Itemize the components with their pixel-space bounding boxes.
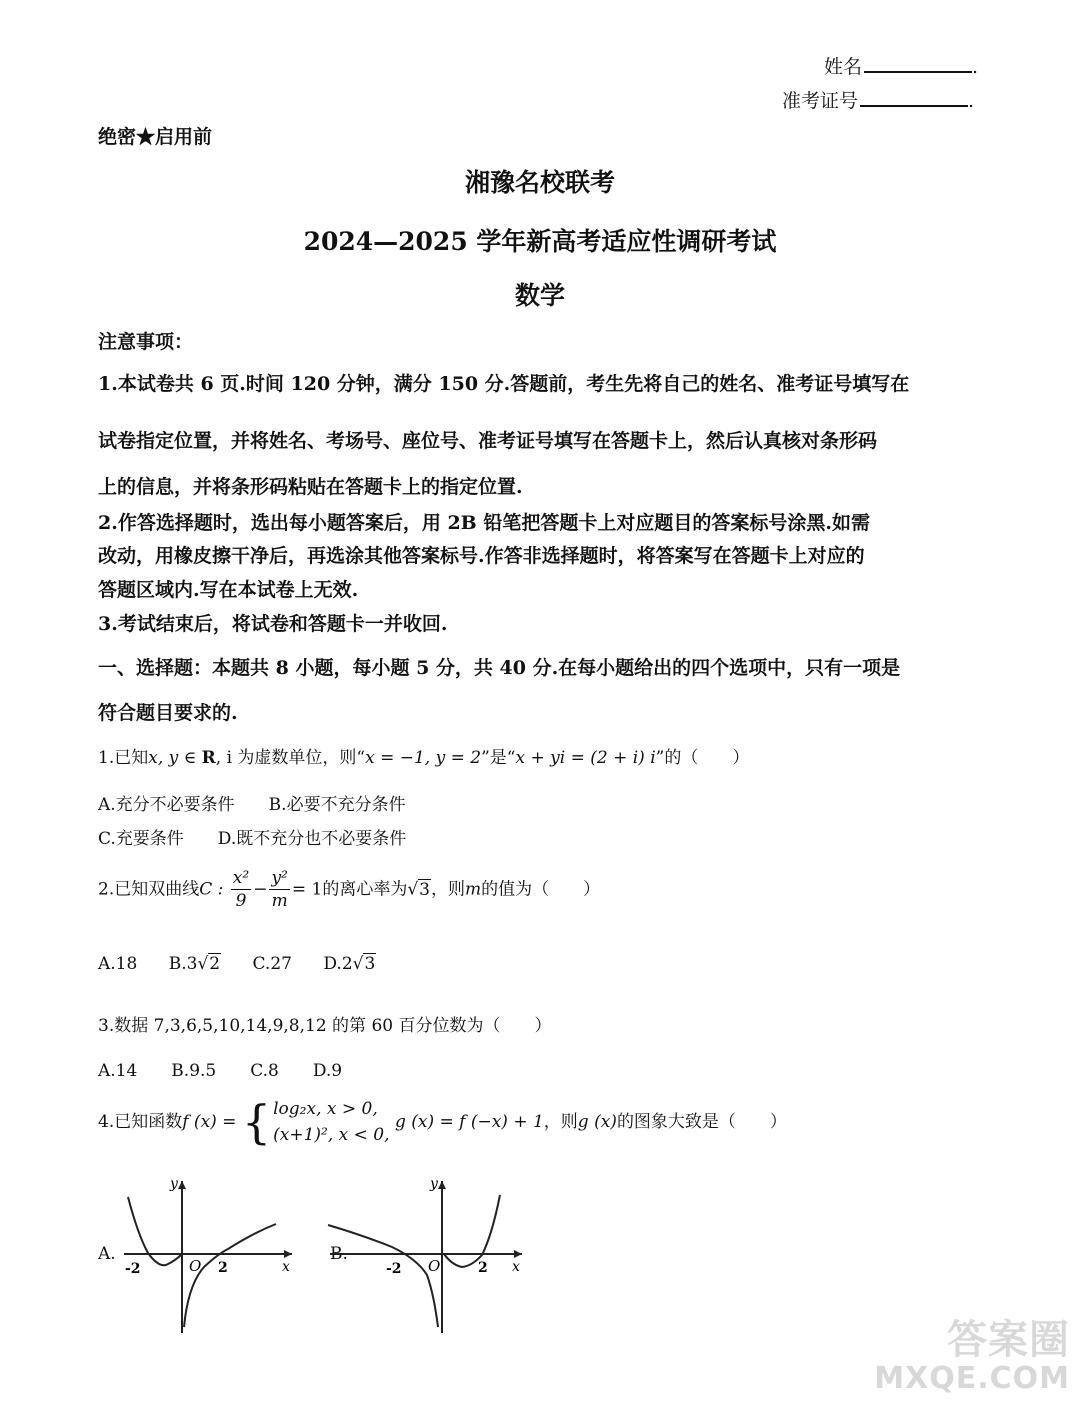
question-3-options: A.14 B.9.5 C.8 D.9	[98, 1061, 343, 1081]
notice-line-3: 上的信息，并将条形码粘贴在答题卡上的指定位置.	[98, 476, 523, 498]
question-1-options-1: A.充分不必要条件 B.必要不充分条件	[98, 795, 406, 815]
tick-label-pos: 2	[478, 1260, 488, 1276]
notice-line-2: 试卷指定位置，并将姓名、考场号、座位号、准考证号填写在答题卡上，然后认真核对条形码	[98, 430, 878, 452]
name-blank	[864, 53, 972, 73]
name-field: 姓名 .	[824, 52, 978, 79]
watermark-logo-text: 答案圈	[947, 1317, 1070, 1363]
graph-a-label: A.	[98, 1244, 116, 1264]
confidential-mark: 绝密★启用前	[98, 126, 213, 148]
notice-line-4: 2.作答选择题时，选出每小题答案后，用 2B 铅笔把答题卡上对应题目的答案标号涂黑.如需	[98, 512, 870, 534]
y-axis-label: y	[170, 1176, 178, 1192]
exam-number-field: 准考证号 .	[782, 86, 974, 113]
name-label: 姓名	[824, 56, 863, 78]
origin-label: O	[189, 1257, 202, 1275]
question-1-options-2: C.充要条件 D.既不充分也不必要条件	[98, 829, 407, 849]
question-3-stem: 3.数据 7,3,6,5,10,14,9,8,12 的第 60 百分位数为（ ）	[98, 1016, 552, 1036]
notice-line-7: 3.考试结束后，将试卷和答题卡一并收回.	[98, 613, 448, 635]
section-heading-line-2: 符合题目要求的.	[98, 702, 238, 724]
option-c: C.27	[252, 954, 292, 974]
y-axis-label: y	[430, 1176, 438, 1192]
graph-b-label: B.	[330, 1244, 348, 1264]
notice-line-1: 1.本试卷共 6 页.时间 120 分钟，满分 150 分.答题前，考生先将自己的姓名、准考证号填写在	[98, 373, 910, 395]
notice-line-5: 改动，用橡皮擦干净后，再选涂其他答案标号.作答非选择题时，将答案写在答题卡上对应的	[98, 545, 865, 567]
watermark-url: MXQE.COM	[874, 1361, 1070, 1396]
subject-title: 数学	[514, 281, 565, 310]
fraction-x2-over-9: $\frac{\text{x²}}{9}$	[232, 868, 250, 911]
question-2-stem: 2.已知双曲线C : $\frac{\text{x²}}{9}$ − $\frac{\text{y²}}{m}$ = 1的离心率为√3，则m的值为（ ）	[98, 868, 601, 911]
notice-heading: 注意事项：	[98, 331, 194, 353]
section-heading-line-1: 一、选择题：本题共 8 小题，每小题 5 分，共 40 分.在每小题给出的四个选项中，只有一项是	[98, 657, 901, 679]
exam-title: 2024—2025 学年新高考适应性调研考试	[303, 227, 777, 256]
option-d: D.2√3	[323, 954, 376, 974]
graph-a	[118, 1175, 298, 1335]
question-2-options	[98, 954, 376, 974]
exam-union-title: 湘豫名校联考	[464, 168, 615, 197]
option-a: A.18	[98, 954, 138, 974]
question-4-stem: 4.已知函数f (x) = { log₂x, x > 0, (x+1)², x < 0, g (x) = f (−x) + 1，则g (x)的图象大致是（ ）	[98, 1095, 787, 1150]
exam-number-blank	[860, 87, 968, 107]
watermark	[874, 1318, 1070, 1395]
origin-label: O	[428, 1257, 441, 1275]
notice-line-6: 答题区域内.写在本试卷上无效.	[98, 579, 359, 601]
question-1-stem: 1.已知x, y ∈ R, i 为虚数单位，则“x = −1, y = 2”是“x + yi = (2 + i) i”的（ ）	[98, 748, 750, 768]
option-b: B.3√2	[168, 954, 221, 974]
x-axis-label: x	[512, 1259, 520, 1275]
fraction-y2-over-m: $\frac{\text{y²}}{m}$	[271, 868, 288, 911]
piecewise-cases: log₂x, x > 0, (x+1)², x < 0,	[273, 1099, 390, 1146]
tick-label-neg: -2	[386, 1261, 402, 1277]
x-axis-label: x	[282, 1259, 290, 1275]
exam-number-label: 准考证号	[782, 90, 859, 112]
tick-label-pos: 2	[218, 1260, 228, 1276]
graph-b	[322, 1175, 532, 1335]
tick-label-neg: -2	[125, 1261, 141, 1277]
